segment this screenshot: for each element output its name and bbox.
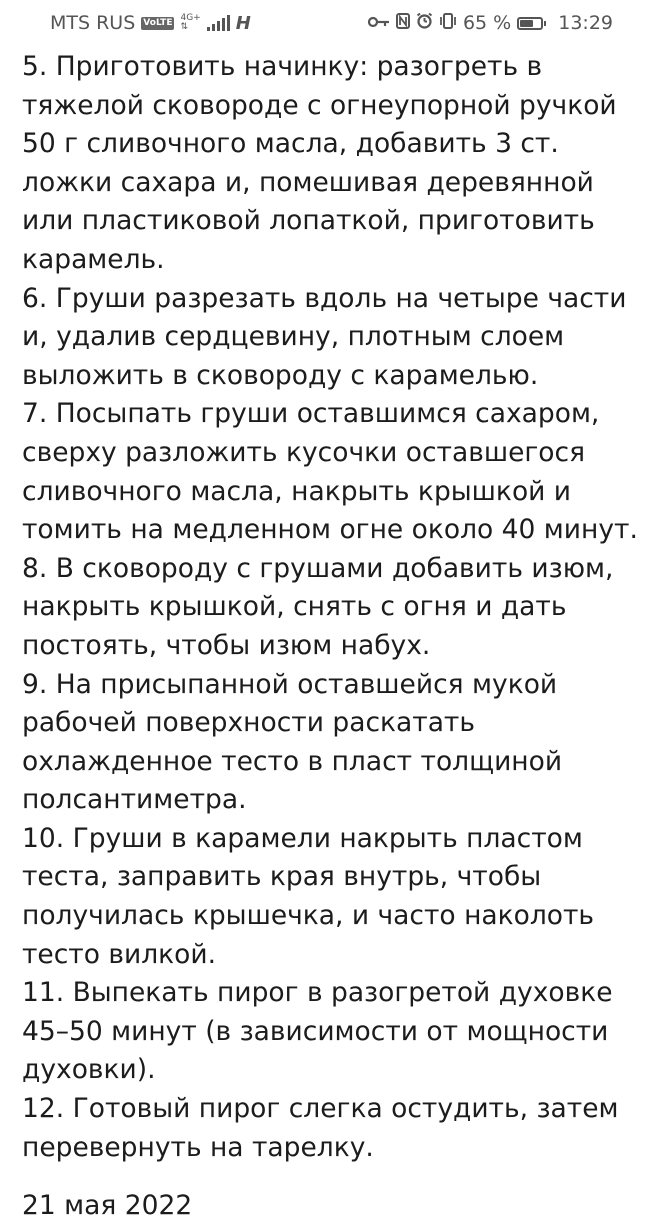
recipe-step-line: тяжелой сковороде с огнеупорной ручкой <box>22 89 617 121</box>
recipe-step-line: охлажденное тесто в пласт толщиной <box>22 745 563 777</box>
recipe-step-line: теста, заправить края внутрь, чтобы <box>22 861 542 893</box>
clipped-bottom-text: 21 мая 2022 <box>22 1190 193 1221</box>
nfc-icon <box>396 12 410 34</box>
recipe-step-line: 45–50 минут (в зависимости от мощности <box>22 1015 609 1047</box>
recipe-step <box>22 666 642 820</box>
network-type <box>180 14 200 32</box>
hd-icon: H <box>235 12 251 34</box>
status-bar <box>0 0 661 46</box>
recipe-step-line: 8. В сковороду с грушами добавить изюм, <box>22 552 614 584</box>
signal-icon <box>207 15 230 31</box>
recipe-step-line: тесто вилкой. <box>22 938 217 970</box>
recipe-step <box>22 395 642 549</box>
recipe-step-line: карамель. <box>22 243 165 275</box>
recipe-step-line: сливочного масла, накрыть крышкой и <box>22 475 572 507</box>
status-bar-left <box>50 12 251 34</box>
status-bar-right <box>368 12 613 34</box>
recipe-step-line: 6. Груши разрезать вдоль на четыре части <box>22 282 627 314</box>
battery-body <box>517 17 543 30</box>
recipe-step-line: 5. Приготовить начинку: разогреть в <box>22 51 543 82</box>
recipe-step-line: томить на медленном огне около 40 минут. <box>22 514 638 546</box>
recipe-step <box>22 48 642 280</box>
alarm-icon <box>416 12 433 34</box>
clock: 13:29 <box>558 12 613 34</box>
key-icon <box>368 12 390 34</box>
recipe-step-line: постоять, чтобы изюм набух. <box>22 629 431 661</box>
recipe-step-line: 7. Посыпать груши оставшимся сахаром, <box>22 398 600 430</box>
recipe-step-line: 12. Готовый пирог слегка остудить, затем <box>22 1093 619 1125</box>
recipe-step-line: сверху разложить кусочки оставшегося <box>22 436 586 468</box>
recipe-step-line: перевернуть на тарелку. <box>22 1131 374 1163</box>
recipe-text <box>22 48 642 1167</box>
data-arrows-icon: ⇅ <box>180 22 189 32</box>
recipe-step-line: 11. Выпекать пирог в разогретой духовке <box>22 977 613 1009</box>
recipe-step-line: духовки). <box>22 1054 156 1086</box>
battery-icon <box>517 17 546 30</box>
recipe-step-line: рабочей поверхности раскатать <box>22 707 475 739</box>
recipe-step-line: получилась крышечка, и часто наколоть <box>22 900 595 932</box>
recipe-step <box>22 974 642 1090</box>
battery-percent: 65 % <box>462 12 512 34</box>
recipe-step-line: 9. На присыпанной оставшейся мукой <box>22 668 558 700</box>
recipe-step-line: накрыть крышкой, снять с огня и дать <box>22 591 567 623</box>
recipe-step <box>22 1090 642 1167</box>
recipe-step-line: ложки сахара и, помешивая деревянной <box>22 166 594 198</box>
volte-badge: VoLTE <box>143 17 173 28</box>
recipe-step <box>22 820 642 974</box>
battery-level-fill <box>520 20 533 27</box>
battery-tip <box>544 21 546 26</box>
recipe-step-line: полсантиметра. <box>22 784 247 816</box>
recipe-step-line: или пластиковой лопаткой, приготовить <box>22 205 595 237</box>
carrier-name: MTS RUS <box>50 12 136 34</box>
recipe-step-line: и, удалив сердцевину, плотным слоем <box>22 321 565 353</box>
network-type-label: 4G+ <box>180 13 201 23</box>
recipe-step <box>22 550 642 666</box>
recipe-step <box>22 280 642 396</box>
recipe-step-line: 50 г сливочного масла, добавить 3 ст. <box>22 128 559 160</box>
vibrate-icon <box>439 12 457 34</box>
recipe-step-line: выложить в сковороду с карамелью. <box>22 359 539 391</box>
recipe-step-line: 10. Груши в карамели накрыть пластом <box>22 822 583 854</box>
